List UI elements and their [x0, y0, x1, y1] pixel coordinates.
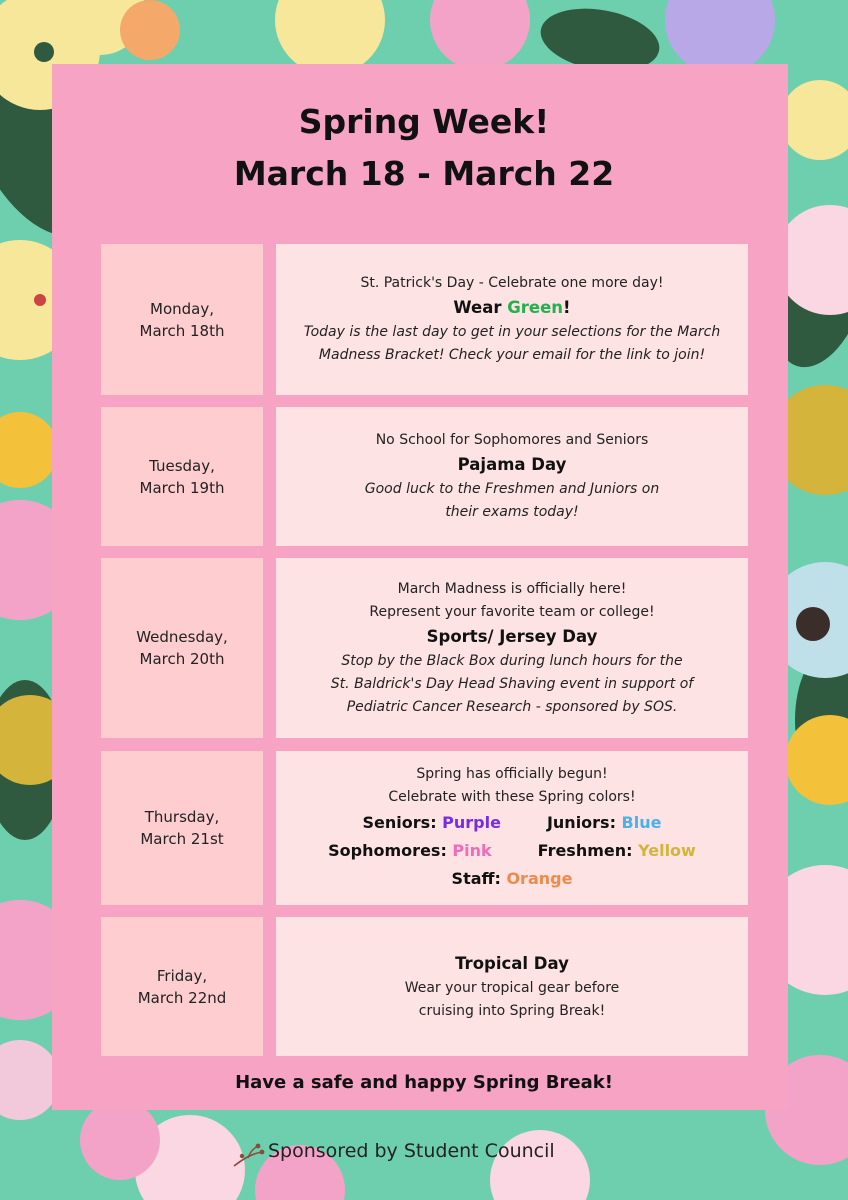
day-cell [101, 558, 263, 738]
theme-text: Sports/ Jersey Day [426, 626, 598, 646]
intro-line-2: Represent your favorite team or college! [369, 603, 655, 620]
note-line-1: Good luck to the Freshmen and Juniors on [364, 481, 660, 497]
class-label: Staff: [451, 869, 507, 888]
description-cell [276, 407, 748, 546]
class-label: Freshmen: [537, 841, 639, 860]
class-color-staff [452, 865, 573, 893]
day-date: March 19th [139, 478, 225, 497]
theme-text: Tropical Day [455, 953, 569, 973]
day-date: March 18th [139, 321, 225, 340]
description-cell [276, 558, 748, 738]
theme-text [453, 295, 570, 321]
page-title [0, 96, 848, 200]
day-name: Monday, [150, 299, 214, 318]
theme-suffix: ! [563, 298, 571, 317]
note-line-1: Stop by the Black Box during lunch hours for the [341, 652, 683, 669]
day-cell [101, 407, 263, 546]
class-label: Juniors: [546, 813, 622, 832]
class-colors-row-1 [363, 809, 662, 837]
class-color: Pink [452, 841, 492, 860]
class-color: Blue [621, 813, 662, 832]
day-date: March 20th [139, 650, 225, 668]
theme-prefix: Wear [453, 298, 508, 317]
class-color-juniors [547, 809, 662, 837]
class-color: Yellow [638, 841, 696, 860]
day-date: March 22nd [137, 988, 227, 1007]
class-label: Sophomores: [328, 841, 453, 860]
day-name: Tuesday, [149, 456, 215, 475]
closing-message: Have a safe and happy Spring Break! [235, 1072, 613, 1093]
day-cell [101, 244, 263, 395]
day-cell [101, 751, 263, 905]
intro-line-1: Spring has officially begun! [416, 766, 608, 782]
schedule-row-tuesday [101, 407, 748, 546]
note-line-2: their exams today! [445, 504, 579, 520]
day-name: Wednesday, [136, 628, 228, 646]
day-cell [101, 917, 263, 1056]
intro-text: No School for Sophomores and Seniors [375, 432, 649, 448]
intro-line-1: March Madness is officially here! [397, 580, 627, 597]
class-colors-row-3 [452, 865, 573, 893]
intro-text: St. Patrick's Day - Celebrate one more day! [360, 275, 664, 291]
description-cell [276, 917, 748, 1056]
class-color-seniors [363, 809, 501, 837]
schedule-row-thursday [101, 751, 748, 905]
class-color-sophomores [328, 837, 492, 865]
class-color: Purple [442, 813, 501, 832]
note-line-2: St. Baldrick's Day Head Shaving event in support of [330, 675, 694, 692]
schedule-row-wednesday [101, 558, 748, 738]
title-line-2: March 18 - March 22 [233, 154, 615, 193]
note-line-1: Today is the last day to get in your selections for the March [303, 324, 721, 340]
sprig-icon [230, 1142, 266, 1170]
sponsor-text: Sponsored by Student Council [268, 1140, 555, 1162]
title-line-1: Spring Week! [298, 102, 550, 141]
day-date: March 21st [140, 830, 224, 848]
note-line-3: Pediatric Cancer Research - sponsored by SOS. [346, 698, 678, 715]
note-line-2: cruising into Spring Break! [418, 1002, 606, 1019]
class-colors-row-2 [328, 837, 696, 865]
schedule-row-friday [101, 917, 748, 1056]
note-line-1: Wear your tropical gear before [404, 979, 620, 996]
theme-color-word: Green [507, 298, 564, 317]
description-cell [276, 751, 748, 905]
day-name: Thursday, [144, 808, 220, 826]
theme-text: Pajama Day [457, 455, 567, 474]
class-label: Seniors: [362, 813, 443, 832]
class-color: Orange [506, 869, 573, 888]
day-name: Friday, [156, 966, 208, 985]
schedule-row-monday [101, 244, 748, 395]
class-color-freshmen [538, 837, 696, 865]
note-line-2: Madness Bracket! Check your email for the link to join! [318, 347, 706, 363]
description-cell [276, 244, 748, 395]
intro-line-2: Celebrate with these Spring colors! [388, 789, 636, 805]
